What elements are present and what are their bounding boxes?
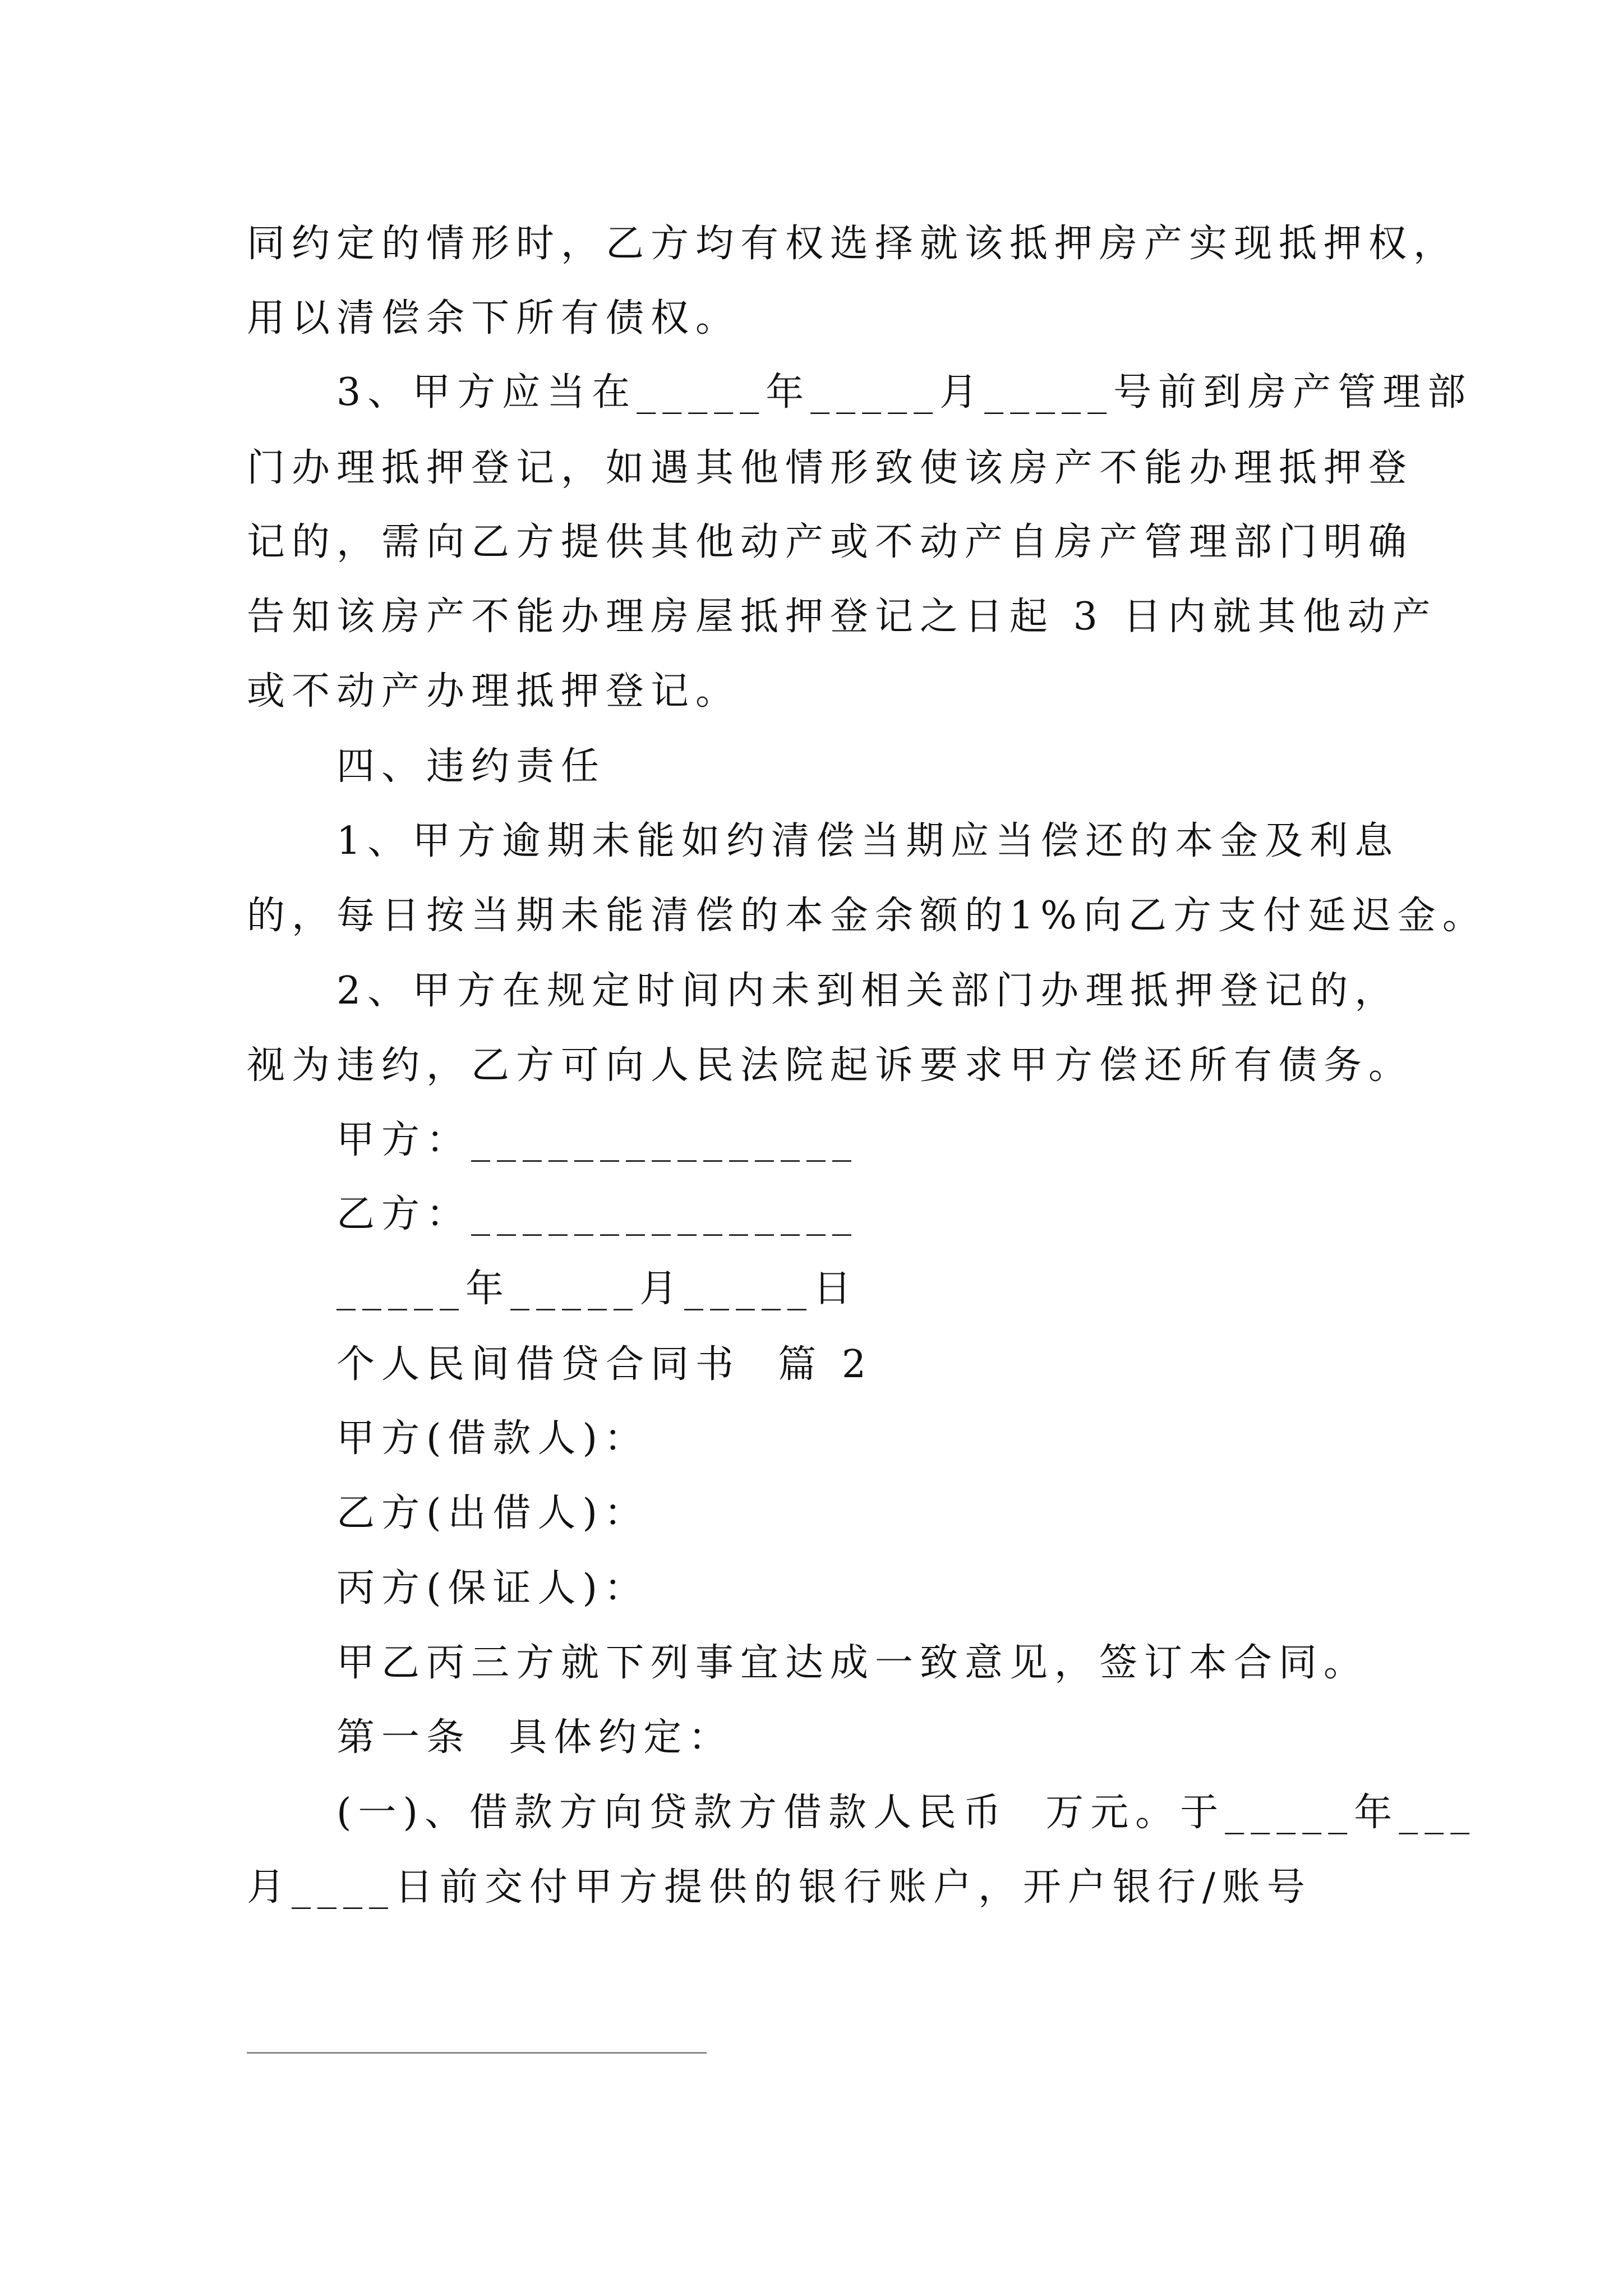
clause-1-text: 1、甲方逾期未能如约清偿当期应当偿还的本金及利息 [336,819,1400,863]
body-text-line: 记的，需向乙方提供其他动产或不动产自房产管理部门明确 [247,520,1414,564]
article-1-heading: 第一条 具体约定： [336,1715,734,1760]
footnote-divider [247,2052,707,2054]
body-text-line: 门办理抵押登记，如遇其他情形致使该房产不能办理抵押登 [247,446,1414,490]
section-heading: 四、违约责任 [336,744,606,789]
party-a-signature-line: 甲方：_______________ [336,1118,859,1162]
party-a-label: 甲方(借款人)： [336,1416,649,1461]
loan-clause-text: (一)、借款方向贷款方借款人民币 万元。于_____年___ [336,1791,1477,1835]
body-text-line: 或不动产办理抵押登记。 [247,669,741,714]
party-b-signature-line: 乙方：_______________ [336,1192,859,1236]
date-line: _____年_____月_____日 [336,1267,859,1311]
body-text-line: 的，每日按当期未能清偿的本金余额的1%向乙方支付延迟金。 [247,894,1487,938]
clause-3-text: 3、甲方应当在_____年_____月_____号前到房产管理部 [336,370,1473,415]
body-text-line: 用以清偿余下所有债权。 [247,296,741,341]
body-text-line: 同约定的情形时，乙方均有权选择就该抵押房产实现抵押权， [247,222,1459,266]
agreement-statement: 甲乙丙三方就下列事宜达成一致意见，签订本合同。 [336,1641,1369,1685]
clause-2-text: 2、甲方在规定时间内未到相关部门办理抵押登记的， [336,969,1400,1013]
body-text-line: 月____日前交付甲方提供的银行账户，开户银行/账号 [247,1865,1312,1910]
party-b-label: 乙方(出借人)： [336,1491,649,1535]
contract-title: 个人民间借贷合同书 篇 2 [336,1342,873,1387]
party-c-label: 丙方(保证人)： [336,1566,649,1611]
body-text-line: 告知该房产不能办理房屋抵押登记之日起 3 日内就其他动产 [247,595,1437,639]
body-text-line: 视为违约，乙方可向人民法院起诉要求甲方偿还所有债务。 [247,1043,1414,1088]
